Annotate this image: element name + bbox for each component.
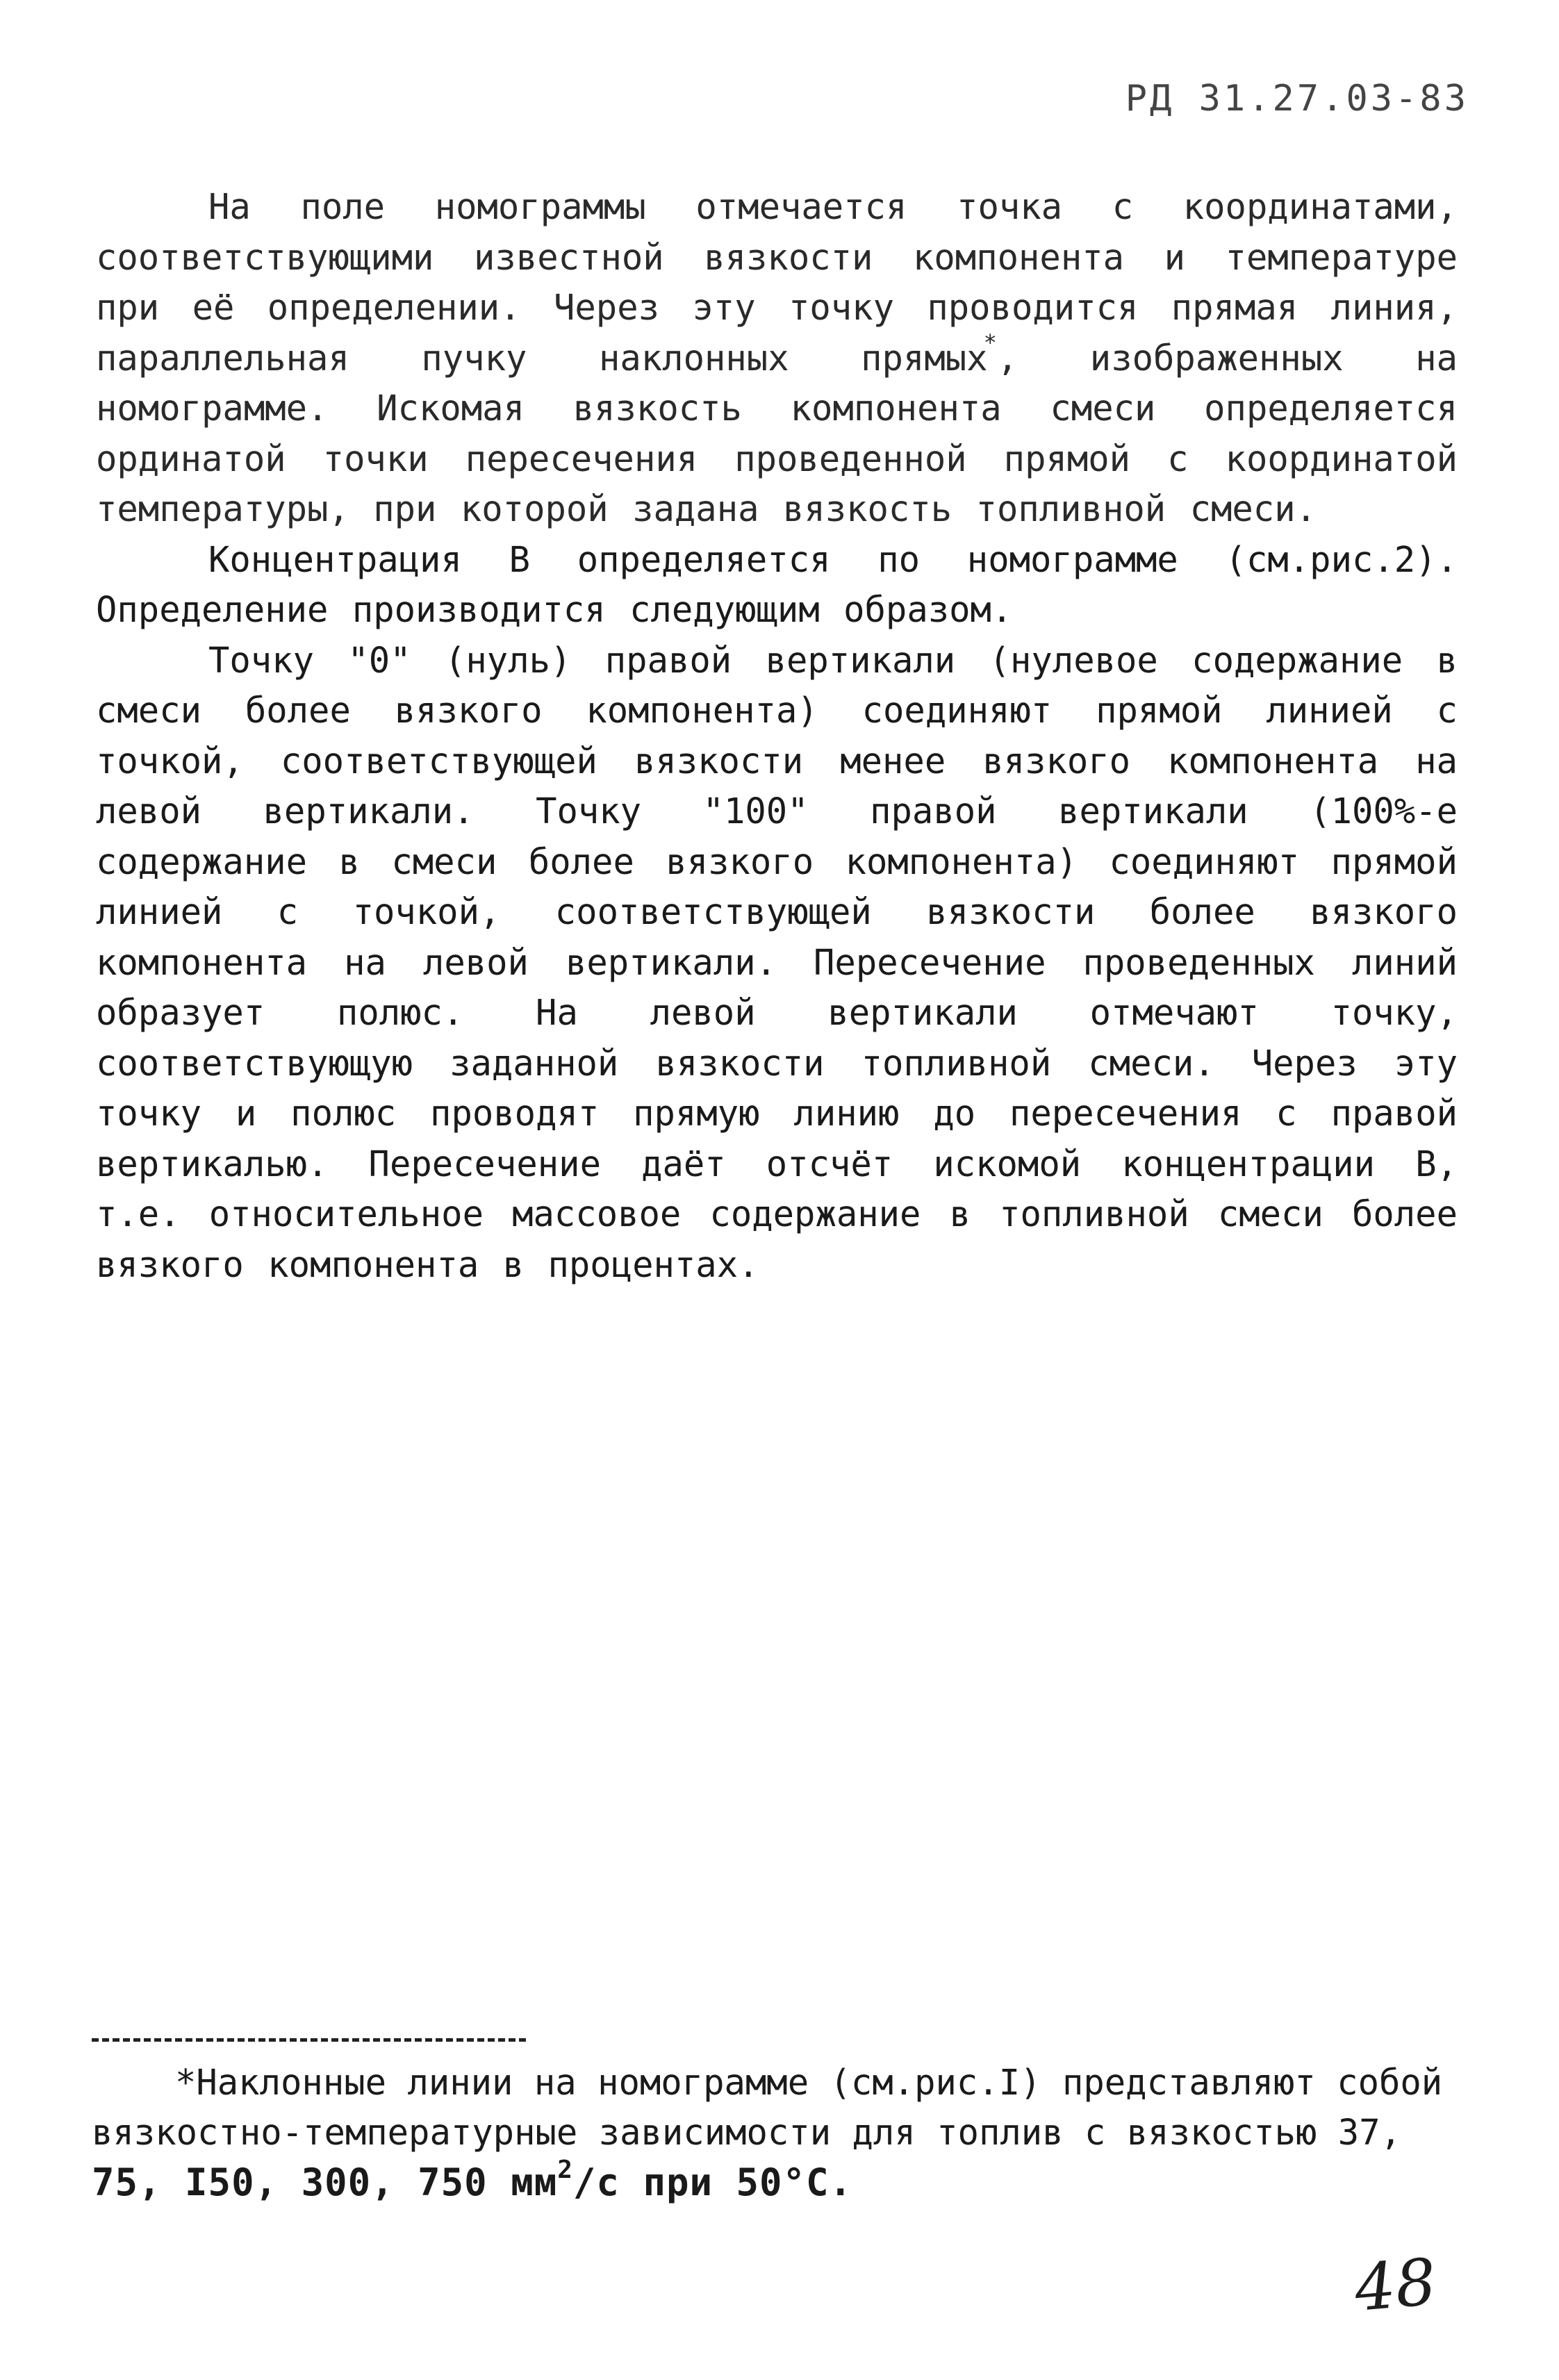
footnote-line-1: *Наклонные линии на номограмме (см.рис.I) представляют собой bbox=[175, 2062, 1443, 2103]
footnote-unit-exponent: 2 bbox=[557, 2155, 573, 2184]
footnote bbox=[92, 2058, 1453, 2208]
paragraph-1-part-b: , изображенных на номограмме. Искомая вязкость компонента смеси определяется ординатой точки пересечения проведенной прямой с координатой температуры, при которой задана вязкость топливной смеси. bbox=[96, 337, 1458, 529]
paragraph-3: Точку "0" (нуль) правой вертикали (нулевое содержание в смеси более вязкого компонента) соединяют прямой линией с точкой, соответствующей вязкости менее вязкого компонента на левой вертикали. Точку "100" правой вертикали (100%-е содержание в смеси более вязкого компонента) соединяют прямой линией с точкой, соответствующей вязкости более вязкого компонента на левой вертикали. Пересечение проведенных линий образует полюс. На левой вертикали отмечают точку, соответствующую заданной вязкости топливной смеси. Через эту точку и полюс проводят прямую линию до пересечения с правой вертикалью. Пересечение даёт отсчёт искомой концентрации В, т.е. относительное массовое содержание в топливной смеси более вязкого компонента в процентах. bbox=[96, 639, 1458, 1285]
paragraph-1 bbox=[96, 182, 1458, 535]
footnote-separator bbox=[92, 2038, 526, 2042]
paragraph-1-part-a: На поле номограммы отмечается точка с координатами, соответствующими известной вязкости компонента и температуре при её определении. Через эту точку проводится прямая линия, параллельная пучку наклонных прямых bbox=[96, 186, 1458, 379]
paragraph-2: Концентрация В определяется по номограмме (см.рис.2). Определение производится следующим образом. bbox=[96, 538, 1458, 630]
body-text bbox=[96, 182, 1458, 1290]
footnote-line-3 bbox=[92, 2155, 1453, 2208]
document-code: РД 31.27.03-83 bbox=[1125, 78, 1469, 119]
footnote-line-3-units: /с при 50°С. bbox=[572, 2160, 853, 2204]
footnote-marker: * bbox=[983, 329, 997, 356]
page-number: 48 bbox=[1351, 2245, 1440, 2326]
footnote-line-2: вязкостно-температурные зависимости для топлив с вязкостью 37, bbox=[92, 2112, 1402, 2153]
footnote-line-3-values: 75, I50, 300, 750 мм bbox=[92, 2160, 558, 2204]
